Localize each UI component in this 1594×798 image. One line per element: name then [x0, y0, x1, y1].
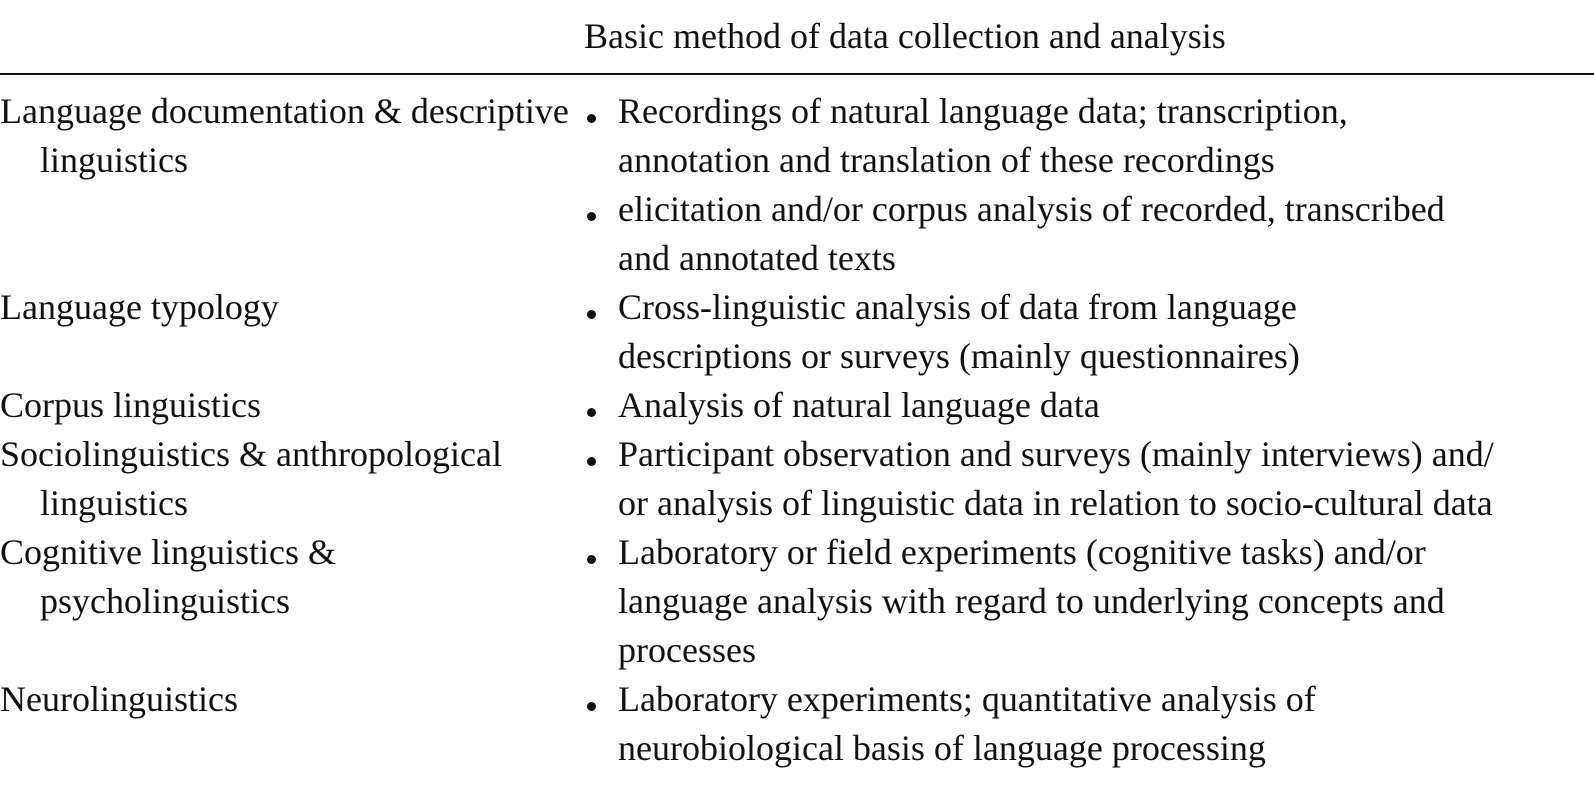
method-text: Recordings of natural language data; transcription, annotation and translation of these recordings — [618, 91, 1348, 180]
bullet-icon — [584, 381, 618, 430]
table-row — [0, 283, 1594, 381]
header-rule — [0, 73, 1594, 75]
field-name: Language typology — [0, 287, 279, 327]
bullet-icon — [584, 283, 618, 332]
method-item — [584, 675, 1594, 773]
column-header-methods: Basic method of data collection and analysis — [584, 16, 1226, 56]
field-name: Language documentation & descriptive linguistics — [0, 91, 569, 180]
methods-list — [584, 528, 1594, 675]
method-item — [584, 283, 1594, 381]
method-text: Analysis of natural language data — [618, 385, 1100, 425]
field-name: Sociolinguistics & anthropological linguistics — [0, 434, 502, 523]
method-item — [584, 381, 1594, 430]
table-row — [0, 528, 1594, 675]
bullet-icon — [584, 528, 618, 577]
method-text: Cross-linguistic analysis of data from language descriptions or surveys (mainly questionnaires) — [618, 287, 1300, 376]
method-text: Laboratory experiments; quantitative analysis of neurobiological basis of language processing — [618, 679, 1316, 768]
methods-list — [584, 283, 1594, 381]
bullet-icon — [584, 185, 618, 234]
field-name: Corpus linguistics — [0, 385, 262, 425]
table-row — [0, 381, 1594, 430]
bullet-icon — [584, 675, 618, 724]
bullet-icon — [584, 430, 618, 479]
method-item — [584, 430, 1594, 528]
bullet-icon — [584, 87, 618, 136]
methods-list — [584, 87, 1594, 283]
methods-list — [584, 675, 1594, 773]
methods-list — [584, 381, 1594, 430]
method-item — [584, 528, 1594, 675]
table-row — [0, 675, 1594, 773]
field-name: Neurolinguistics — [0, 679, 238, 719]
table-body — [0, 87, 1594, 773]
methods-list — [584, 430, 1594, 528]
method-item — [584, 87, 1594, 185]
method-item — [584, 185, 1594, 283]
method-text: Participant observation and surveys (mainly interviews) and/ or analysis of linguistic data in relation to socio-cultural data — [618, 434, 1494, 523]
method-text: Laboratory or field experiments (cognitive tasks) and/or language analysis with regard to underlying concepts and processes — [618, 532, 1445, 670]
table-row — [0, 430, 1594, 528]
table-row — [0, 87, 1594, 283]
method-text: elicitation and/or corpus analysis of recorded, transcribed and annotated texts — [618, 189, 1445, 278]
field-name: Cognitive linguistics & psycholinguistics — [0, 532, 337, 621]
